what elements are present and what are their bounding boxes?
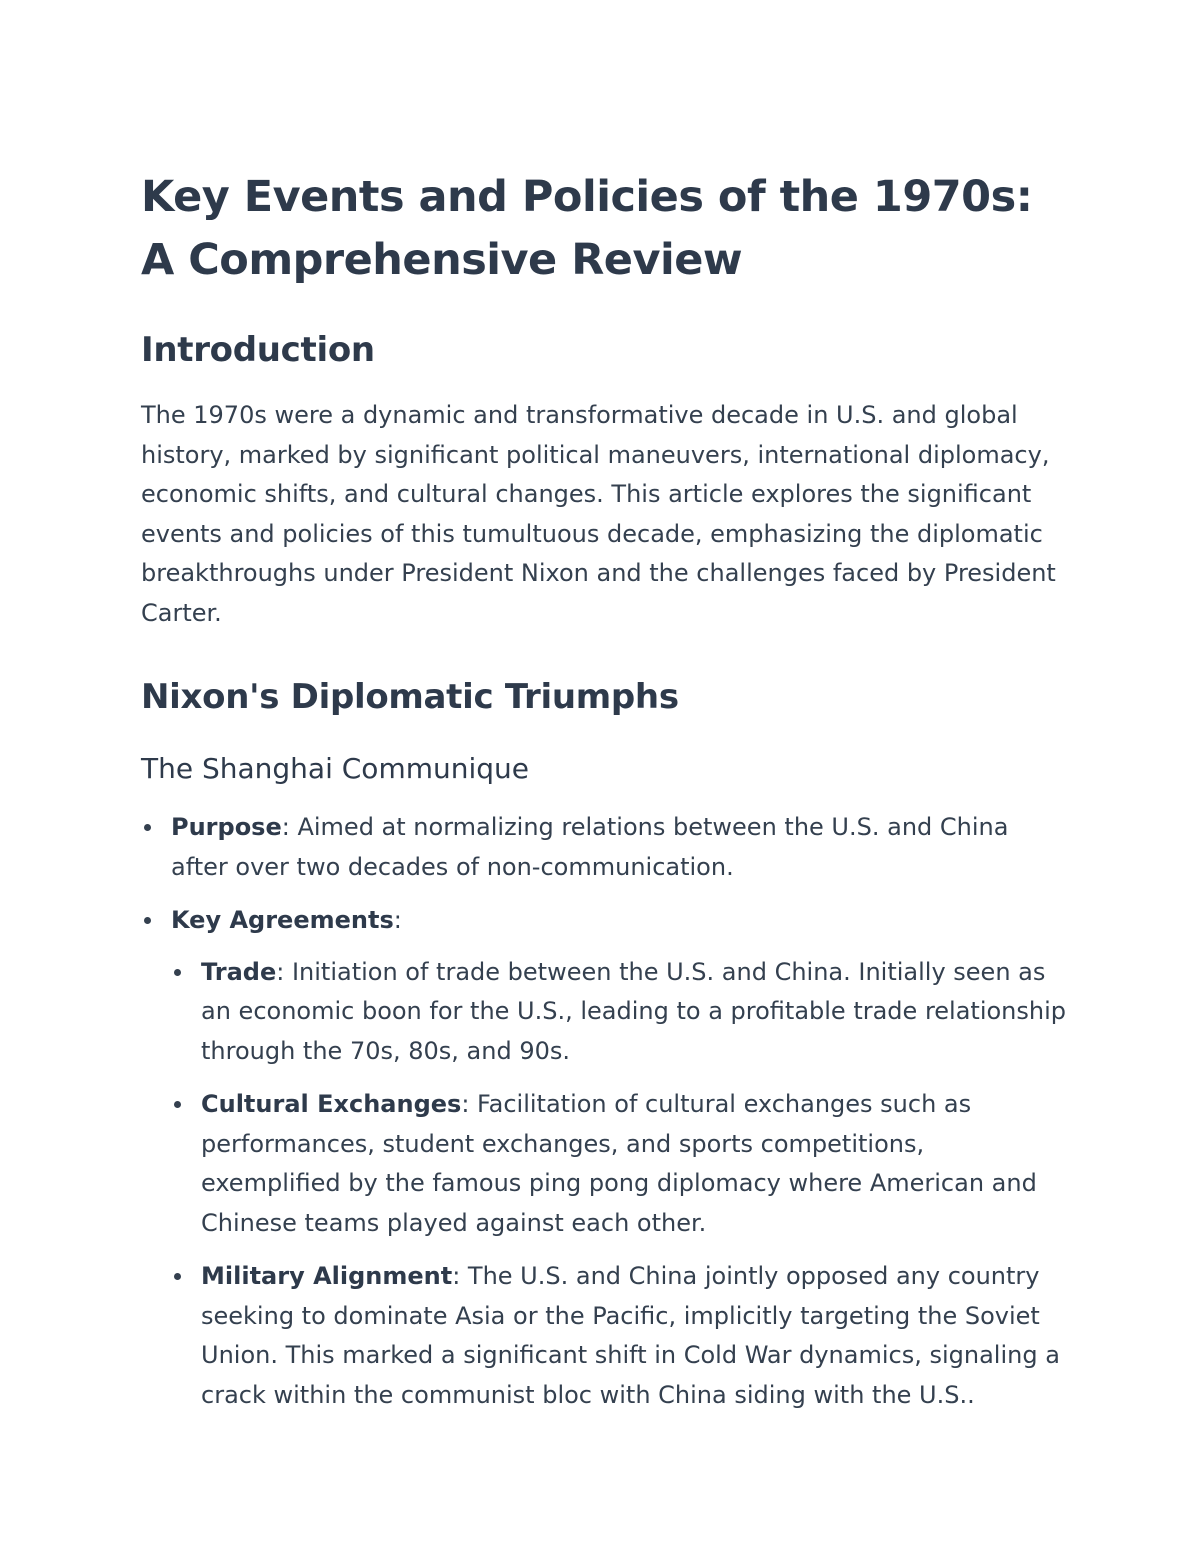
nixon-heading: Nixon's Diplomatic Triumphs — [141, 677, 679, 717]
cultural-exchanges-text: : Facilitation of cultural exchanges such as performances, student exchanges, and sports competitions, exemplified by the famous ping pong diplomacy where American and Chinese teams played against each other. — [201, 1090, 1037, 1237]
key-agreements-list — [171, 953, 1066, 1416]
bullet-icon — [174, 1101, 181, 1108]
bullet-icon — [174, 969, 181, 976]
military-alignment-term: Military Alignment — [201, 1262, 453, 1290]
introduction-heading: Introduction — [141, 330, 375, 370]
bullet-icon — [144, 824, 151, 831]
purpose-term: Purpose — [171, 813, 282, 841]
key-agreements-text: : — [393, 906, 402, 934]
bullet-icon — [144, 917, 151, 924]
document-page — [141, 166, 1066, 1415]
key-agreements-term: Key Agreements — [171, 906, 394, 934]
document-title: Key Events and Policies of the 1970s: A Comprehensive Review — [141, 172, 1033, 285]
military-alignment-text: : The U.S. and China jointly opposed any country seeking to dominate Asia or the Pacific, implicitly targeting the Soviet Union. This marked a significant shift in Cold War dynamics, signaling a crack within the communist bloc with China siding with the U.S.. — [201, 1262, 1060, 1409]
purpose-text: : Aimed at normalizing relations between the U.S. and China after over two decades of non-communication. — [171, 813, 1009, 881]
list-item-purpose — [141, 808, 1066, 887]
trade-term: Trade — [201, 957, 277, 986]
trade-text: : Initiation of trade between the U.S. and China. Initially seen as an economic boon for the U.S., leading to a profitable trade relationship through the 70s, 80s, and 90s. — [201, 957, 1067, 1065]
cultural-exchanges-term: Cultural Exchanges — [201, 1090, 462, 1118]
bullet-icon — [174, 1273, 181, 1280]
list-item-key-agreements — [141, 901, 1066, 1415]
list-item-trade — [171, 953, 1066, 1072]
shanghai-communique-heading: The Shanghai Communique — [141, 752, 530, 785]
shanghai-list — [141, 808, 1066, 1415]
list-item-cultural-exchanges — [171, 1085, 1066, 1243]
list-item-military-alignment — [171, 1257, 1066, 1415]
introduction-paragraph: The 1970s were a dynamic and transformative decade in U.S. and global history, marked by significant political maneuvers, international diplomacy, economic shifts, and cultural changes. This article explores the significant events and policies of this tumultuous decade, emphasizing the diplomatic breakthroughs under President Nixon and the challenges faced by President Carter. — [141, 401, 1056, 627]
